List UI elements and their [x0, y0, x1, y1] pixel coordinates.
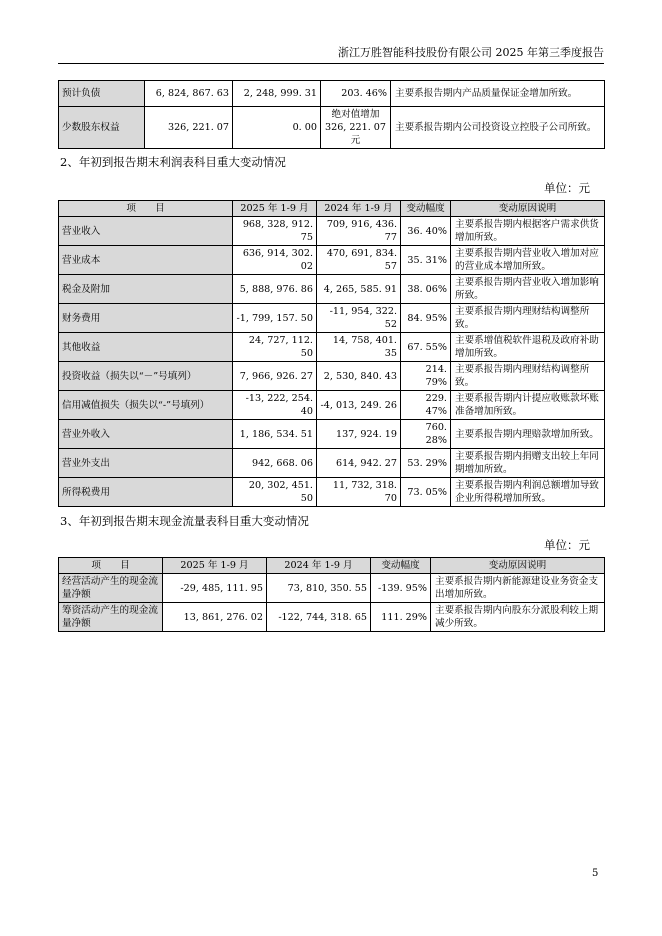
row-prior-value: 614, 942. 27 — [317, 449, 401, 478]
column-header: 2024 年 1-9 月 — [267, 558, 371, 574]
row-prior-value: 0. 00 — [233, 107, 321, 149]
row-item: 财务费用 — [59, 304, 233, 333]
row-prior-value: 73, 810, 350. 55 — [267, 574, 371, 603]
balance-sheet-table — [58, 80, 605, 149]
row-item: 筹资活动产生的现金流量净额 — [59, 603, 163, 632]
row-prior-value: -4, 013, 249. 26 — [317, 391, 401, 420]
row-current-value: -29, 485, 111. 95 — [163, 574, 267, 603]
row-change: 229. 47% — [401, 391, 451, 420]
row-change: 53. 29% — [401, 449, 451, 478]
row-prior-value: -122, 744, 318. 65 — [267, 603, 371, 632]
row-current-value: 636, 914, 302. 02 — [233, 246, 317, 275]
row-reason: 主要系报告期内捐赠支出较上年同期增加所致。 — [451, 449, 605, 478]
table-row — [59, 217, 605, 246]
section-title-cashflow: 3、年初到报告期末现金流量表科目重大变动情况 — [60, 514, 309, 528]
row-current-value: 326, 221. 07 — [145, 107, 233, 149]
column-header: 2025 年 1-9 月 — [233, 201, 317, 217]
column-header: 变动幅度 — [371, 558, 431, 574]
row-reason: 主要系报告期内产品质量保证金增加所致。 — [391, 81, 605, 107]
page-header: 浙江万胜智能科技股份有限公司 2025 年第三季度报告 — [58, 46, 604, 64]
row-change: 35. 31% — [401, 246, 451, 275]
unit-label: 单位：元 — [544, 538, 590, 552]
row-current-value: -13, 222, 254. 40 — [233, 391, 317, 420]
row-change: 38. 06% — [401, 275, 451, 304]
row-item: 所得税费用 — [59, 478, 233, 507]
table-row — [59, 449, 605, 478]
row-item: 少数股东权益 — [59, 107, 145, 149]
row-reason: 主要系报告期内计提应收账款坏账准备增加所致。 — [451, 391, 605, 420]
row-change: -139. 95% — [371, 574, 431, 603]
row-change: 36. 40% — [401, 217, 451, 246]
row-change: 绝对值增加326, 221. 07元 — [321, 107, 391, 149]
table-row — [59, 420, 605, 449]
table-row — [59, 304, 605, 333]
row-item: 营业外支出 — [59, 449, 233, 478]
row-current-value: 7, 966, 926. 27 — [233, 362, 317, 391]
page-number: 5 — [592, 868, 599, 879]
column-header: 项 目 — [59, 558, 163, 574]
row-current-value: 6, 824, 867. 63 — [145, 81, 233, 107]
row-change: 760. 28% — [401, 420, 451, 449]
row-item: 投资收益（损失以“－”号填列） — [59, 362, 233, 391]
row-item: 预计负债 — [59, 81, 145, 107]
row-prior-value: 2, 530, 840. 43 — [317, 362, 401, 391]
table-row — [59, 391, 605, 420]
table-row — [59, 275, 605, 304]
table-row — [59, 603, 605, 632]
table-header-row — [59, 201, 605, 217]
column-header: 项 目 — [59, 201, 233, 217]
unit-label: 单位：元 — [544, 181, 590, 195]
row-item: 营业收入 — [59, 217, 233, 246]
row-item: 信用减值损失（损失以“-”号填列） — [59, 391, 233, 420]
column-header: 2025 年 1-9 月 — [163, 558, 267, 574]
column-header: 变动原因说明 — [431, 558, 605, 574]
table-row — [59, 246, 605, 275]
row-item: 经营活动产生的现金流量净额 — [59, 574, 163, 603]
column-header: 变动幅度 — [401, 201, 451, 217]
row-reason: 主要系报告期内新能源建设业务资金支出增加所致。 — [431, 574, 605, 603]
row-change: 67. 55% — [401, 333, 451, 362]
row-current-value: -1, 799, 157. 50 — [233, 304, 317, 333]
row-reason: 主要系报告期内营业收入增加对应的营业成本增加所致。 — [451, 246, 605, 275]
row-prior-value: 137, 924. 19 — [317, 420, 401, 449]
row-prior-value: 2, 248, 999. 31 — [233, 81, 321, 107]
row-current-value: 1, 186, 534. 51 — [233, 420, 317, 449]
row-reason: 主要系报告期内向股东分派股利较上期减少所致。 — [431, 603, 605, 632]
row-current-value: 24, 727, 112. 50 — [233, 333, 317, 362]
row-change: 203. 46% — [321, 81, 391, 107]
row-reason: 主要系报告期内公司投资设立控股子公司所致。 — [391, 107, 605, 149]
row-item: 营业外收入 — [59, 420, 233, 449]
row-reason: 主要系报告期内理赔款增加所致。 — [451, 420, 605, 449]
section-title-income: 2、年初到报告期末利润表科目重大变动情况 — [60, 155, 286, 169]
row-current-value: 5, 888, 976. 86 — [233, 275, 317, 304]
row-reason: 主要系报告期内根据客户需求供货增加所致。 — [451, 217, 605, 246]
row-prior-value: -11, 954, 322. 52 — [317, 304, 401, 333]
table-row — [59, 81, 605, 107]
row-prior-value: 4, 265, 585. 91 — [317, 275, 401, 304]
row-current-value: 942, 668. 06 — [233, 449, 317, 478]
cash-flow-table — [58, 557, 605, 632]
row-item: 其他收益 — [59, 333, 233, 362]
row-prior-value: 11, 732, 318. 70 — [317, 478, 401, 507]
row-item: 税金及附加 — [59, 275, 233, 304]
row-current-value: 13, 861, 276. 02 — [163, 603, 267, 632]
table-row — [59, 574, 605, 603]
row-change: 214. 79% — [401, 362, 451, 391]
row-change: 73. 05% — [401, 478, 451, 507]
table-row — [59, 107, 605, 149]
row-reason: 主要系报告期内理财结构调整所致。 — [451, 362, 605, 391]
income-statement-table — [58, 200, 605, 507]
table-row — [59, 362, 605, 391]
row-reason: 主要系报告期内利润总额增加导致企业所得税增加所致。 — [451, 478, 605, 507]
row-change: 111. 29% — [371, 603, 431, 632]
row-reason: 主要系报告期内理财结构调整所致。 — [451, 304, 605, 333]
row-change: 84. 95% — [401, 304, 451, 333]
column-header: 2024 年 1-9 月 — [317, 201, 401, 217]
column-header: 变动原因说明 — [451, 201, 605, 217]
table-header-row — [59, 558, 605, 574]
table-row — [59, 333, 605, 362]
row-item: 营业成本 — [59, 246, 233, 275]
row-current-value: 968, 328, 912. 75 — [233, 217, 317, 246]
row-reason: 主要系报告期内营业收入增加影响所致。 — [451, 275, 605, 304]
row-reason: 主要系增值税软件退税及政府补助增加所致。 — [451, 333, 605, 362]
row-prior-value: 709, 916, 436. 77 — [317, 217, 401, 246]
row-prior-value: 470, 691, 834. 57 — [317, 246, 401, 275]
row-current-value: 20, 302, 451. 50 — [233, 478, 317, 507]
table-row — [59, 478, 605, 507]
row-prior-value: 14, 758, 401. 35 — [317, 333, 401, 362]
